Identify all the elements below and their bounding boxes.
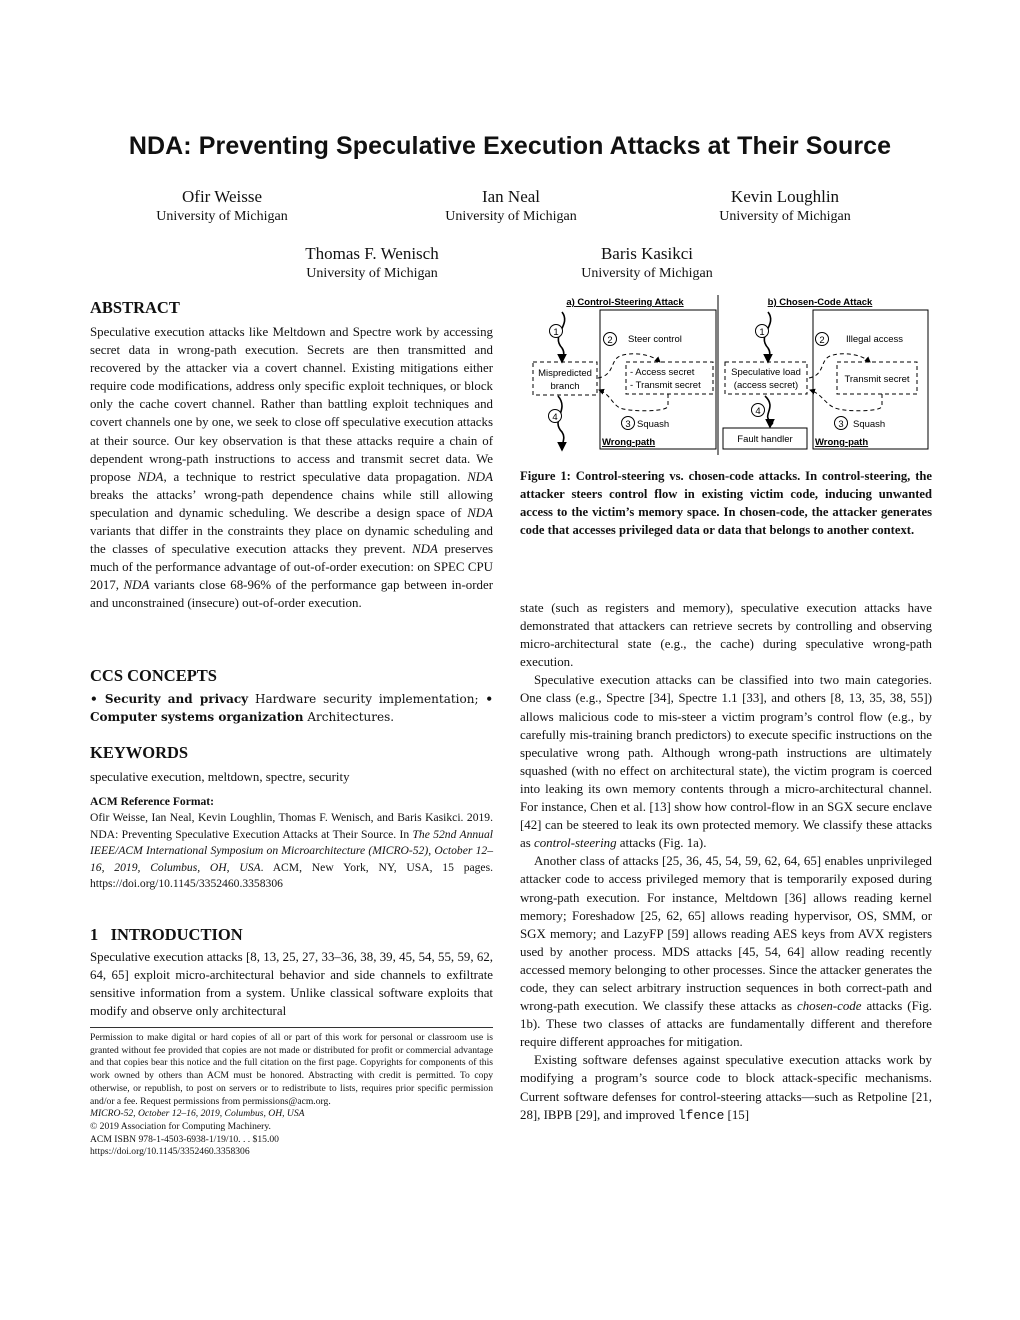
label-steer-control: Steer control [628,334,682,345]
ccs-term: • Security and privacy [90,692,249,706]
reference-part: . ACM, New York, NY, USA, 15 pages. https://doi.org/10.1145/3352460.3358306 [90,860,493,891]
label-mispredicted: Mispredicted [538,368,592,379]
paragraph: state (such as registers and memory), speculative execution attacks have demonstrated that attackers can retrieve secrets by controlling and observing micro-architectural state (e.g., the cache) during speculative wrong-path execution. [520,601,932,670]
label-illegal-access: Illegal access [846,334,904,345]
reference-part: Ofir Weisse, Ian Neal, Kevin Loughlin, Thomas F. Wenisch, and Baris Kasikci. 2019. NDA: Preventing Speculative Execution Attacks at Their Source. In [90,811,493,841]
author-name: Ian Neal [481,187,541,206]
paragraph [520,852,932,1051]
nda-term: NDA [123,578,150,593]
author-name: Baris Kasikci [600,244,694,263]
author-affiliation: University of Michigan [306,266,438,281]
label-branch: branch [550,381,580,392]
paragraph-part: [15] [724,1107,750,1122]
paper-title: NDA: Preventing Speculative Execution Attacks at Their Source [128,132,892,160]
abstract-part: , a technique to restrict speculative data propagation. [163,469,468,484]
reference-heading: ACM Reference Format: [90,795,215,808]
flow-arrow [765,396,773,427]
paragraph-part: Speculative execution attacks can be classified into two main categories. One class (e.g., Spectre [34], Spectre 1.1 [33], and others [8, 13, 35, 38, 55]) allows malicious code to mis-steer a victim program’s control flow (e.g., by carefully mis-training branch predictors) to execute specific instructions on the speculative wrong path. Although wrong-path instructions are ultimately squashed (with no effect on architectural state), the victim program is coerced into leaking its own memory contents through a micro-architectural channel. For instance, Chen et al. [13] show how control-flow in an SGX secure enclave [42] can be steered to leak its own protected memory. We classify these attacks as [520,673,932,851]
step-number: 4 [552,412,558,423]
author-name: Thomas F. Wenisch [305,244,439,263]
figure-caption [520,467,932,539]
author-5 [517,243,777,283]
label-squash: Squash [853,419,886,430]
author-name: Ofir Weisse [182,187,262,206]
code-lfence: lfence [677,1107,725,1123]
panel-b-title: b) Chosen-Code Attack [767,297,873,308]
intro-text: Speculative execution attacks [8, 13, 25, 27, 33–36, 38, 39, 45, 54, 55, 59, 62, 64, 65] exploit micro-architectural behavior and side channels to exfiltrate sensitive information from a system. Unlike classical software exploits that modify and observe only architectural [90,950,493,1019]
author-1 [92,186,352,226]
author-affiliation: University of Michigan [719,209,851,224]
label-fault-handler: Fault handler [737,434,793,445]
label-wrong-path: Wrong-path [815,437,869,448]
step-number: 1 [759,327,765,338]
caption-label: Figure 1: [520,469,571,483]
paragraph [520,1051,932,1124]
label-access-secret: (access secret) [733,380,799,391]
ccs-concepts [90,690,493,726]
intro-continued [520,599,932,1125]
flow-arrow [558,396,564,450]
permission-notice: Permission to make digital or hard copies of all or part of this work for personal or classroom use is granted without fee provided that copies are not made or distributed for profit or commercial advantage and that copies bear this notice and the full citation on the first page. Copyrights for components of this work owned by others than ACM must be honored. Abstracting with credit is permitted. To copy otherwise, or republish, to post on servers or to redistribute to lists, requires prior specific permission and/or a fee. Request permissions from permissions@acm.org. [90,1032,493,1107]
nda-term: NDA [137,469,164,484]
nda-term: NDA [412,542,438,557]
abstract-text [90,323,493,613]
abstract-part: breaks the attacks’ wrong-path dependence chains while still allowing speculation and dynamic scheduling. We describe a design space of [90,487,493,520]
abstract-part: preserves much of the performance advantage of out-of-order execution: on SPEC CPU 2017, [90,542,493,593]
author-name: Kevin Loughlin [730,187,840,206]
acm-reference [90,794,493,892]
step-number: 2 [819,335,825,346]
paragraph-part: Another class of attacks [25, 36, 45, 54, 59, 62, 64, 65] enables unprivileged attacker code to access privileged memory that is temporarily exposed during wrong-path execution. For instance, Meltdown [36] allows reading kernel memory; Foreshadow [25, 62, 65] allows reading hypervisor, OS, SMM, or SGX memory; and LazyFP [59] allows reading AES keys from AVX registers used by another process. MDS attacks [45, 54, 64] allow reading recently accessed memory belonging to other processes. Since the attacker generates the code, they can select arbitrary instruction sequences in both correct-path and wrong-path execution. We classify these attacks as [520,854,932,1014]
paragraph-part: attacks (Fig. 1b). These two classes of attacks are fundamentally different and therefore require different approaches for mitigation. [520,999,933,1050]
intro-heading: 1 INTRODUCTION [90,925,243,944]
label-transmit-secret: Transmit secret [844,374,910,385]
abstract-part: variants that differ in the constraints they place on dynamic scheduling and the classes of speculative execution attacks they prevent. [90,524,493,557]
footnote [90,1032,493,1159]
panel-a-title: a) Control-Steering Attack [566,297,684,308]
abstract-part: variants close 68-96% of the performance gap between in-order and unconstrained (insecure) out-of-order execution. [90,578,493,611]
figure-1-diagram [520,290,930,455]
term-control-steering: control-steering [533,836,617,851]
footnote-venue: MICRO-52, October 12–16, 2019, Columbus, OH, USA [90,1108,305,1120]
author-affiliation: University of Michigan [156,209,288,224]
author-affiliation: University of Michigan [581,266,713,281]
step-number: 4 [755,406,761,417]
step-number: 1 [553,327,559,338]
abstract-part: Speculative execution attacks like Meltdown and Spectre work by accessing secret data in wrong-path execution. Secrets are then transmitted and recovered by the attacker via a covert channel. Existing mitigations either require code modifications, address only specific exploit techniques, or block only the cache covert channel. Rather than battling exploit techniques and covert channels one by one, we seek to close off speculative execution attacks at their source. Our key observation is that these attacks require a chain of dependent wrong-path instructions to access and transmit secret data. We propose [90,325,493,484]
paragraph [520,671,932,852]
author-2 [381,186,641,226]
label-transmit-secret: - Transmit secret [630,380,701,391]
step-number: 3 [625,419,631,430]
author-4 [242,243,502,283]
nda-term: NDA [467,469,493,484]
footnote-isbn: ACM ISBN 978-1-4503-6938-1/19/10. . . $15.00 [90,1133,279,1145]
paragraph-part: Existing software defenses against speculative execution attacks work by modifying a program’s source code to block attack-specific mechanisms. Current software defenses for control-steering attacks—such as Retpoline [21, 28], IBPB [29], and improved [520,1053,932,1122]
label-access-secret: - Access secret [630,367,695,378]
keywords-text: speculative execution, meltdown, spectre, security [90,770,350,784]
label-speculative-load: Speculative load [731,367,801,378]
footnote-doi[interactable]: https://doi.org/10.1145/3352460.3358306 [90,1146,250,1158]
label-squash: Squash [637,419,670,430]
step-number: 3 [838,419,844,430]
squash-arrow [810,390,882,411]
footnote-copyright: © 2019 Association for Computing Machinery. [90,1120,271,1132]
author-3 [655,186,915,226]
keywords-heading: KEYWORDS [90,743,189,762]
nda-term: NDA [467,505,493,520]
ccs-term: Architectures. [303,710,395,725]
reference-venue: The 52nd Annual IEEE/ACM International Symposium on Microarchitecture (MICRO-52), October 12–16, 2019, Columbus, OH, USA [90,827,493,874]
ccs-heading: CCS CONCEPTS [90,666,217,685]
squash-arrow [599,390,668,411]
step-number: 2 [607,335,613,346]
term-chosen-code: chosen-code [797,999,862,1014]
label-wrong-path: Wrong-path [602,437,656,448]
paragraph-part: attacks (Fig. 1a). [616,836,707,851]
ccs-term: • Computer systems organization [90,692,493,725]
ccs-term: Hardware security implementation; [248,692,486,706]
abstract-heading: ABSTRACT [90,298,180,317]
footnote-rule [90,1027,493,1028]
author-affiliation: University of Michigan [445,209,577,224]
caption-text: Control-steering vs. chosen-code attacks. In control-steering, the attacker steers control flow in existing victim code, inducing unwanted access to the victim’s memory space. In chosen-code, the attacker generates code that accesses privileged data or data that belongs to another context. [520,469,932,537]
